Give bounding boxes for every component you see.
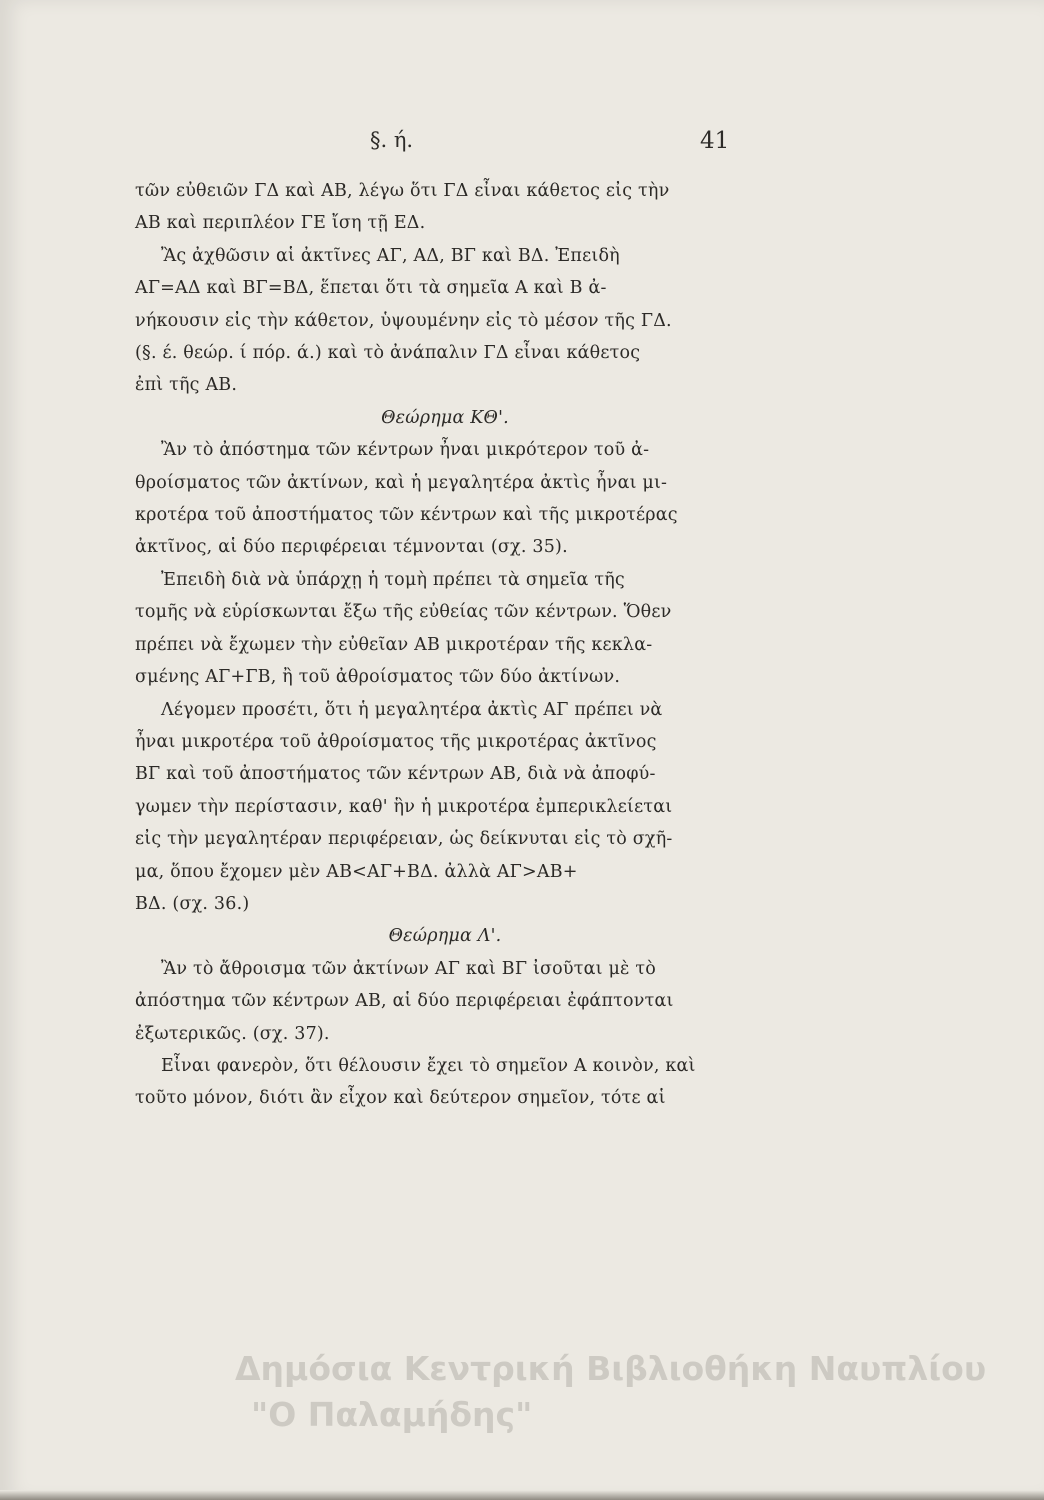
body-text — [135, 175, 755, 1115]
text-line: ἦναι μικροτέρα τοῦ ἀθροίσματος τῆς μικροτέρας ἀκτῖνος — [135, 731, 657, 752]
text-line: Ἂς ἀχθῶσιν αἱ ἀκτῖνες ΑΓ, ΑΔ, ΒΓ καὶ ΒΔ. Ἐπειδὴ — [161, 245, 620, 266]
text-line: ΑΒ καὶ περιπλέον ΓΕ ἴση τῇ ΕΔ. — [135, 213, 426, 234]
text-line: Ἂν τὸ ἄθροισμα τῶν ἀκτίνων ΑΓ καὶ ΒΓ ἰσοῦται μὲ τὸ — [161, 958, 657, 979]
text-line: εἰς τὴν μεγαλητέραν περιφέρειαν, ὡς δείκνυται εἰς τὸ σχῆ- — [135, 829, 673, 850]
text-line: ἀκτῖνος, αἱ δύο περιφέρειαι τέμνονται (σχ. 35). — [135, 537, 568, 558]
library-watermark — [235, 1346, 995, 1438]
text-line: σμένης ΑΓ+ΓΒ, ἢ τοῦ ἀθροίσματος τῶν δύο ἀκτίνων. — [135, 667, 621, 688]
watermark-line: Δημόσια Κεντρική Βιβλιοθήκη Ναυπλίου — [235, 1349, 987, 1388]
text-line: ἐπὶ τῆς ΑΒ. — [135, 375, 238, 396]
text-line: τομῆς νὰ εὑρίσκωνται ἔξω τῆς εὐθείας τῶν κέντρων. Ὅθεν — [135, 602, 672, 623]
text-line: Ἐπειδὴ διὰ νὰ ὑπάρχῃ ἡ τομὴ πρέπει τὰ σημεῖα τῆς — [161, 569, 625, 590]
text-line: γωμεν τὴν περίστασιν, καθ' ἣν ἡ μικροτέρα ἐμπερικλείεται — [135, 796, 673, 817]
text-line: Λέγομεν προσέτι, ὅτι ἡ μεγαλητέρα ἀκτὶς ΑΓ πρέπει νὰ — [161, 699, 663, 720]
theorem-heading: Θεώρημα ΚΘ'. — [381, 407, 509, 428]
page-bottom-edge — [0, 1490, 1044, 1500]
theorem-heading: Θεώρημα Λ'. — [388, 926, 502, 947]
text-line: τοῦτο μόνον, διότι ἂν εἶχον καὶ δεύτερον σημεῖον, τότε αἱ — [135, 1088, 666, 1109]
section-mark: §. ή. — [370, 128, 414, 152]
text-line: μα, ὅπου ἔχομεν μὲν ΑΒ<ΑΓ+ΒΔ. ἀλλὰ ΑΓ>ΑΒ+ — [135, 861, 578, 882]
text-line: (§. έ. θεώρ. ί πόρ. ά.) καὶ τὸ ἀνάπαλιν ΓΔ εἶναι κάθετος — [135, 343, 641, 364]
text-line: ΑΓ=ΑΔ καὶ ΒΓ=ΒΔ, ἕπεται ὅτι τὰ σημεῖα Α καὶ Β ἀ- — [135, 278, 607, 299]
text-line: τῶν εὐθειῶν ΓΔ καὶ ΑΒ, λέγω ὅτι ΓΔ εἶναι κάθετος εἰς τὴν — [135, 181, 670, 201]
text-line: νήκουσιν εἰς τὴν κάθετον, ὑψουμένην εἰς τὸ μέσον τῆς ΓΔ. — [135, 310, 672, 331]
text-line: κροτέρα τοῦ ἀποστήματος τῶν κέντρων καὶ τῆς μικροτέρας — [135, 505, 678, 526]
text-line: ἀπόστημα τῶν κέντρων ΑΒ, αἱ δύο περιφέρειαι ἐφάπτονται — [135, 991, 674, 1012]
text-line: ΒΓ καὶ τοῦ ἀποστήματος τῶν κέντρων ΑΒ, διὰ νὰ ἀποφύ- — [135, 764, 656, 785]
text-line: Εἶναι φανερὸν, ὅτι θέλουσιν ἔχει τὸ σημεῖον Α κοινὸν, καὶ — [161, 1055, 696, 1076]
text-line: θροίσματος τῶν ἀκτίνων, καὶ ἡ μεγαλητέρα ἀκτὶς ἦναι μι- — [135, 472, 668, 493]
text-line: ΒΔ. (σχ. 36.) — [135, 893, 250, 914]
text-line: πρέπει νὰ ἔχωμεν τὴν εὐθεῖαν ΑΒ μικροτέραν τῆς κεκλα- — [135, 634, 653, 655]
text-line: ἐξωτερικῶς. (σχ. 37). — [135, 1023, 330, 1044]
watermark-line: "Ο Παλαμήδης" — [251, 1395, 533, 1434]
text-line: Ἂν τὸ ἀπόστημα τῶν κέντρων ἦναι μικρότερον τοῦ ἀ- — [161, 440, 650, 461]
page-number: 41 — [700, 128, 730, 154]
